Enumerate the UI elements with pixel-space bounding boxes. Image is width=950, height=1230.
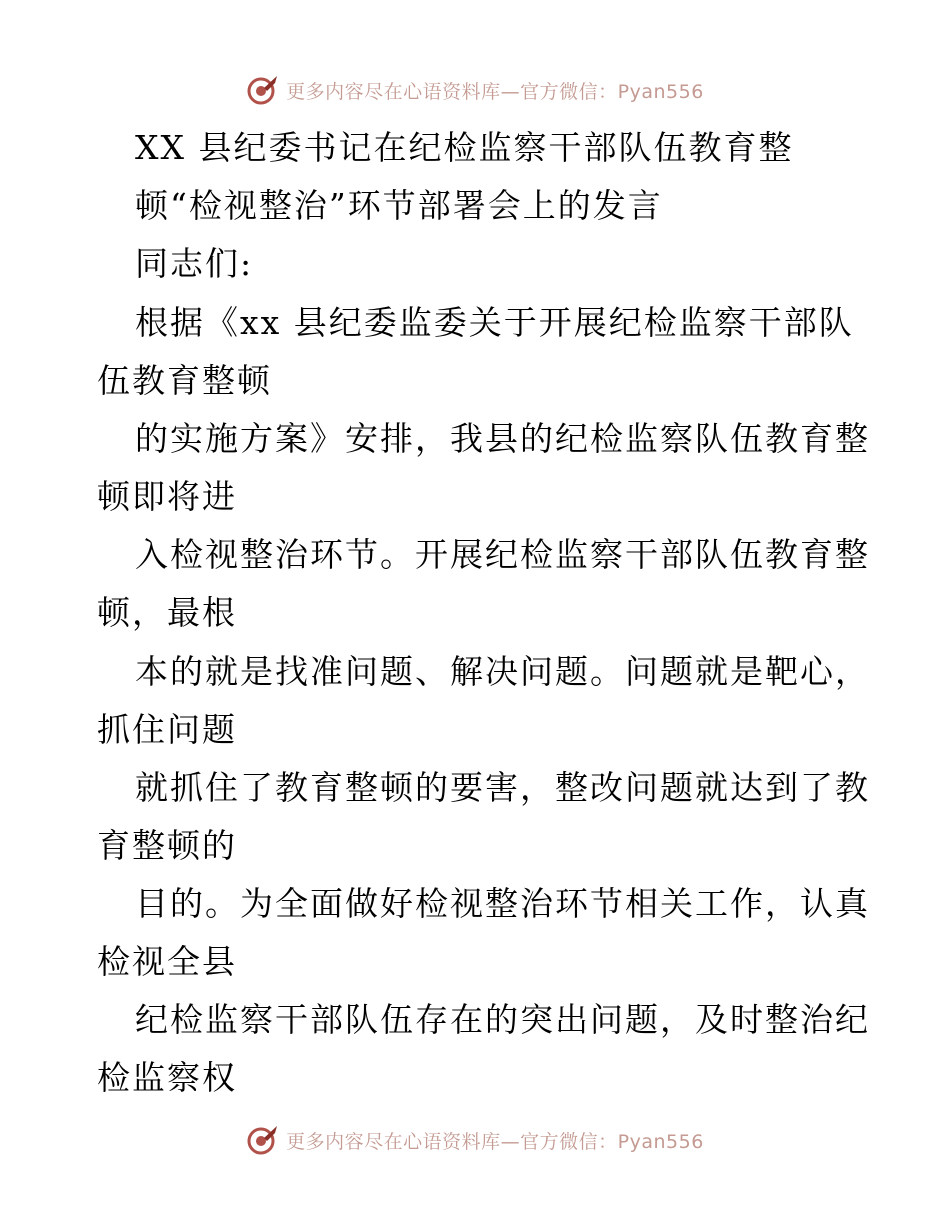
- paragraph-line: 入检视整治环节。开展纪检监察干部队伍教育整: [135, 535, 870, 574]
- header-watermark: [0, 70, 950, 110]
- paragraph-line: 检视全县: [97, 942, 237, 981]
- paragraph-line: 育整顿的: [97, 826, 237, 865]
- paragraph-line: 根据《xx 县纪委监委关于开展纪检监察干部队: [135, 303, 854, 342]
- quill-pen-logo-icon: [246, 73, 280, 107]
- paragraph-line: 纪检监察干部队伍存在的突出问题，及时整治纪: [135, 1000, 870, 1039]
- paragraph-line: 目的。为全面做好检视整治环节相关工作，认真: [135, 884, 870, 923]
- watermark-text: 更多内容尽在心语资料库—官方微信：Pyan556: [286, 80, 704, 103]
- salutation: 同志们:: [135, 244, 254, 283]
- quill-pen-logo-icon: [246, 1123, 280, 1157]
- watermark-text: 更多内容尽在心语资料库—官方微信：Pyan556: [286, 1130, 704, 1153]
- paragraph-line: 就抓住了教育整顿的要害，整改问题就达到了教: [135, 768, 870, 807]
- document-title-line-2: 顿“检视整治”环节部署会上的发言: [135, 186, 663, 225]
- paragraph-line: 的实施方案》安排，我县的纪检监察队伍教育整: [135, 419, 870, 458]
- paragraph-line: 顿，最根: [97, 593, 237, 632]
- footer-watermark: [0, 1120, 950, 1160]
- paragraph-line: 抓住问题: [97, 710, 237, 749]
- document-title-line-1: XX 县纪委书记在纪检监察干部队伍教育整: [135, 128, 794, 167]
- paragraph-line: 顿即将进: [97, 477, 237, 516]
- paragraph-line: 检监察权: [97, 1058, 237, 1097]
- paragraph-line: 伍教育整顿: [97, 361, 272, 400]
- paragraph-line: 本的就是找准问题、解决问题。问题就是靶心，: [135, 652, 870, 691]
